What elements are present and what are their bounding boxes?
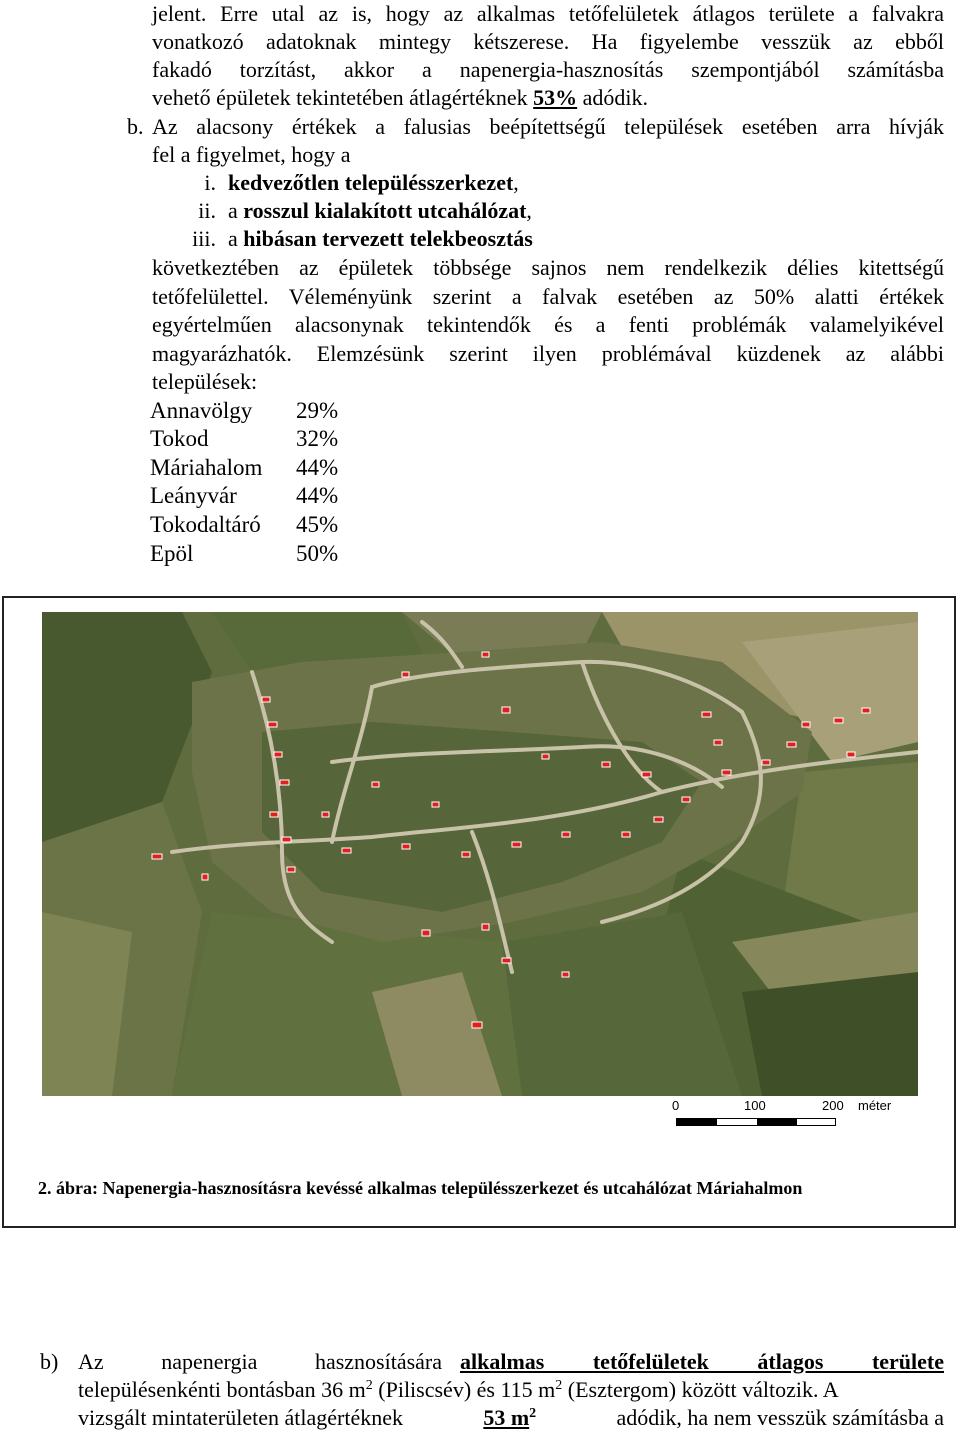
scale-label: 200 xyxy=(822,1098,844,1113)
text-span: adódik. xyxy=(582,85,649,110)
paragraph-line xyxy=(78,1348,944,1376)
settlement-name: Tokodaltáró xyxy=(150,512,261,537)
paragraph-line xyxy=(78,1404,944,1432)
bold-term: hibásan tervezett telekbeosztás xyxy=(243,226,533,251)
map-illustration xyxy=(42,612,918,1096)
scale-segment xyxy=(677,1119,717,1125)
list-number: iii. xyxy=(192,226,216,251)
paragraph-line: fel a figyelmet, hogy a xyxy=(152,142,351,167)
settlement-pct: 29% xyxy=(296,398,339,423)
text-span: településenkénti bontásban 36 m xyxy=(78,1377,366,1402)
paragraph-line xyxy=(152,84,648,112)
paragraph-line: fakadó torzítást, akkor a napenergia-hasznosítás szempontjából számításba xyxy=(152,57,944,82)
text-span: a xyxy=(228,198,238,223)
list-marker: b) xyxy=(40,1349,59,1374)
area-value: 53 m xyxy=(483,1405,530,1430)
text-span: (Piliscsév) és 115 m xyxy=(378,1377,556,1402)
text-span: , xyxy=(526,198,532,223)
text-span: a xyxy=(228,226,238,251)
text-span xyxy=(78,1348,442,1376)
text-span: (Esztergom) között változik. A xyxy=(567,1377,839,1402)
text-span: vehető épületek tekintetében átlagértéknek xyxy=(152,85,528,110)
paragraph-line: következtében az épületek többsége sajnos nem rendelkezik délies kitettségű xyxy=(152,255,944,280)
settlement-pct: 45% xyxy=(296,512,339,537)
scale-segment xyxy=(757,1119,797,1125)
text-span: , xyxy=(513,170,519,195)
settlement-name: Leányvár xyxy=(150,483,237,508)
superscript: 2 xyxy=(555,1378,563,1393)
highlight-term: alkalmas tetőfelületek átlagos területe xyxy=(460,1349,944,1374)
scale-unit: méter xyxy=(858,1098,892,1113)
settlement-name: Annavölgy xyxy=(150,398,253,423)
scale-bar-frame xyxy=(676,1118,836,1126)
bold-term: rosszul kialakított utcahálózat xyxy=(243,198,527,223)
settlement-name: Máriahalom xyxy=(150,455,263,480)
text-span: adódik, ha nem vesszük számításba a xyxy=(616,1405,944,1430)
superscript: 2 xyxy=(365,1378,373,1393)
satellite-map xyxy=(42,612,918,1096)
paragraph-line: jelent. Erre utal az is, hogy az alkalmas tetőfelületek átlagos területe a falvakra xyxy=(152,1,944,26)
paragraph-line: vonatkozó adatoknak mintegy kétszerese. Ha figyelembe vesszük az ebből xyxy=(152,29,944,54)
list-marker: b. xyxy=(127,114,144,139)
text-span: Az napenergia hasznosítására xyxy=(78,1349,442,1374)
list-item xyxy=(228,169,519,197)
settlement-pct: 44% xyxy=(296,483,339,508)
settlement-name: Tokod xyxy=(150,426,209,451)
list-item xyxy=(228,197,532,225)
paragraph-line: települések: xyxy=(152,369,258,394)
settlement-pct: 32% xyxy=(296,426,339,451)
paragraph-line: egyértelműen alacsonynak tekintendők és a fenti problémák valamelyikével xyxy=(152,312,944,337)
scale-label: 0 xyxy=(672,1098,680,1113)
list-item xyxy=(228,225,533,253)
highlight-value: 53% xyxy=(533,85,578,110)
list-number: ii. xyxy=(198,198,216,223)
paragraph-line: Az alacsony értékek a falusias beépítettségű települések esetében arra hívják xyxy=(152,114,944,139)
scale-label: 100 xyxy=(744,1098,766,1113)
settlement-pct: 44% xyxy=(296,455,339,480)
settlement-name: Epöl xyxy=(150,541,194,566)
paragraph-line: magyarázhatók. Elemzésünk szerint ilyen problémával küzdenek az alábbi xyxy=(152,341,944,366)
paragraph-line: tetőfelülettel. Véleményünk szerint a falvak esetében az 50% alatti értékek xyxy=(152,284,944,309)
bold-term: kedvezőtlen településszerkezet xyxy=(228,170,514,195)
settlement-pct: 50% xyxy=(296,541,339,566)
figure-caption: 2. ábra: Napenergia-hasznosításra kevéssé alkalmas településszerkezet és utcahálózat Máriahalmon xyxy=(38,1178,803,1198)
superscript: 2 xyxy=(529,1406,537,1421)
list-number: i. xyxy=(204,170,216,195)
highlight-value xyxy=(483,1404,536,1432)
text-span: vizsgált mintaterületen átlagértéknek xyxy=(78,1405,403,1430)
scale-bar xyxy=(666,1098,906,1134)
paragraph-line xyxy=(78,1376,839,1404)
